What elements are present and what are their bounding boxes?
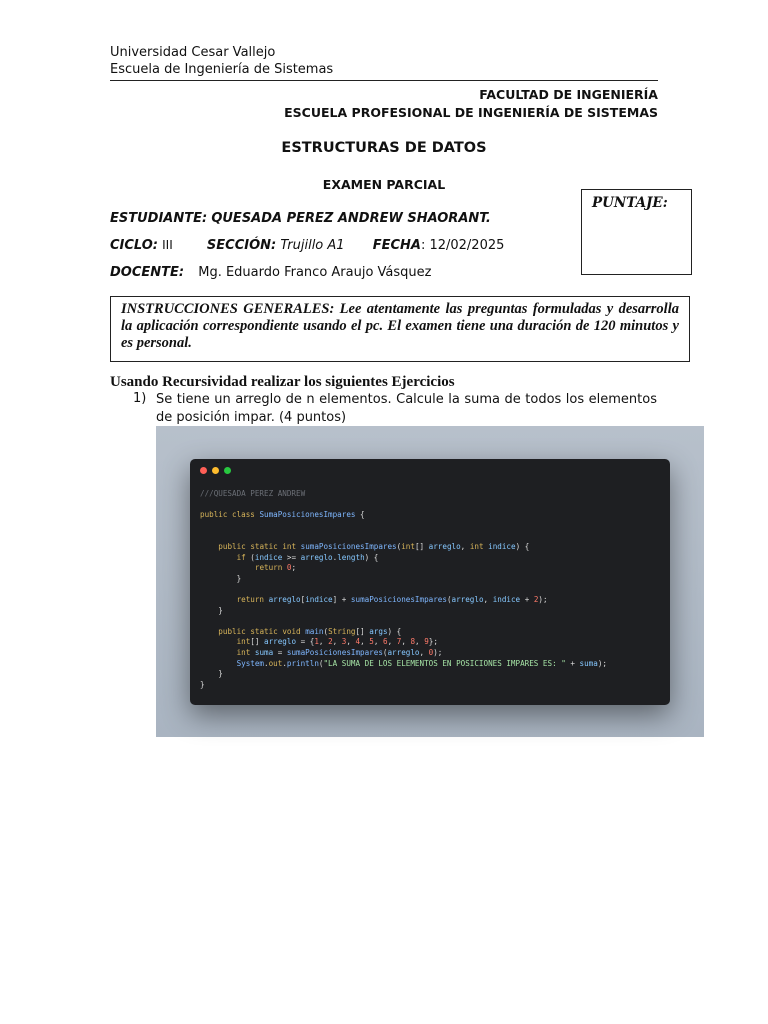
code-window: [190, 459, 670, 705]
close-dot-icon: [200, 467, 207, 474]
teacher-line: [110, 265, 432, 280]
minimize-dot-icon: [212, 467, 219, 474]
student-label: ESTUDIANTE:: [110, 211, 208, 226]
code-screenshot: [156, 426, 704, 737]
section-label: SECCIÓN:: [206, 238, 277, 253]
code-comment: ///QUESADA PEREZ ANDREW: [200, 489, 306, 498]
maximize-dot-icon: [224, 467, 231, 474]
class-name: SumaPosicionesImpares: [259, 510, 356, 520]
output-string: "LA SUMA DE LOS ELEMENTOS EN POSICIONES IMPARES ES: ": [323, 658, 566, 668]
header-divider: [110, 80, 658, 81]
exam-type: EXAMEN PARCIAL: [322, 177, 446, 192]
date-label: FECHA: [372, 238, 421, 253]
student-name: QUESADA PEREZ ANDREW SHAORANT.: [211, 211, 491, 226]
score-box: [581, 189, 692, 275]
method-name: sumaPosicionesImpares: [300, 541, 397, 551]
professional-school-title: ESCUELA PROFESIONAL DE INGENIERÍA DE SISTEMAS: [284, 105, 658, 120]
question-text: Se tiene un arreglo de n elementos. Calcule la suma de todos los elementos de posición impar. (4 puntos): [156, 392, 657, 425]
section-value: Trujillo A1: [280, 238, 345, 253]
university-name: Universidad Cesar Vallejo: [110, 45, 276, 60]
code-block: ///QUESADA PEREZ ANDREW public class SumaPosicionesImpares { public static int sumaPosicionesImpares(int[] arreglo, int indice) { if (indice >= arreglo.length) { return 0; } return arreglo[indice] + sumaPosicionesImpares(arreglo, indice + 2); } public static void main(String[] args) { int[] arreglo = {1, 2, 3, 4, 5, 6, 7, 8, 9}; int suma = sumaPosicionesImpares(arreglo, 0); System.out.println("LA SUMA DE LOS ELEMENTOS EN POSICIONES IMPARES ES: " + suma); } }: [200, 489, 607, 689]
student-line: [110, 211, 491, 226]
question-number: 1): [133, 391, 147, 406]
teacher-label: DOCENTE:: [110, 265, 185, 280]
teacher-value: Mg. Eduardo Franco Araujo Vásquez: [198, 265, 432, 280]
cycle-value: III: [162, 238, 173, 252]
instructions-text: INSTRUCCIONES GENERALES: Lee atentamente las preguntas formuladas y desarrolla la aplicación correspondiente usando el pc. El examen tiene una duración de 120 minutos y es personal.: [121, 301, 679, 351]
cycle-label: CICLO:: [110, 238, 158, 253]
school-name: Escuela de Ingeniería de Sistemas: [110, 62, 334, 77]
cycle-line: [110, 238, 504, 253]
date-value: : 12/02/2025: [420, 238, 505, 253]
instructions-box: [110, 296, 690, 362]
faculty-title: FACULTAD DE INGENIERÍA: [479, 87, 658, 102]
course-title: ESTRUCTURAS DE DATOS: [281, 140, 487, 156]
score-label: PUNTAJE:: [592, 195, 668, 211]
exercises-title: Usando Recursividad realizar los siguientes Ejercicios: [110, 374, 455, 390]
